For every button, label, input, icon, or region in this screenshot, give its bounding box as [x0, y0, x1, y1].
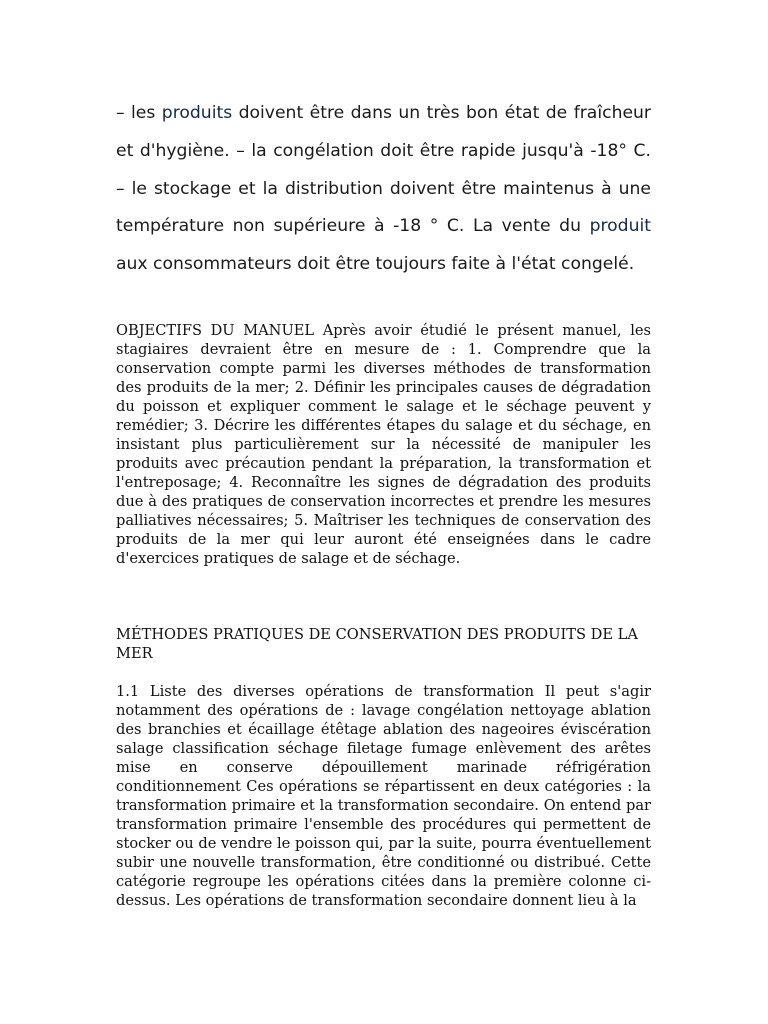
- intro-text-1: – les: [116, 103, 162, 123]
- intro-text-2: doivent être dans un très bon état de fraîcheur et d'hygiène. – la congélation doit être rapide jusqu'à -18° C. – le stockage et la distribution doivent être maintenus à une température non supérieure à -18 ° C. La vente du: [116, 103, 651, 237]
- methods-paragraph: 1.1 Liste des diverses opérations de transformation Il peut s'agir notamment des opérations de : lavage congélation nettoyage ablation des branchies et écaillage étêtage ablation des nageoires éviscération salage classification séchage filetage fumage enlèvement des arêtes mise en conserve dépouillement marinade réfrigération conditionnement Ces opérations se répartissent en deux catégories : la transformation primaire et la transformation secondaire. On entend par transformation primaire l'ensemble des procédures qui permettent de stocker ou de vendre le poisson qui, par la suite, pourra éventuellement subir une nouvelle transformation, être conditionné ou distribué. Cette catégorie regroupe les opérations citées dans la première colonne ci-dessus. Les opérations de transformation secondaire donnent lieu à la: [116, 683, 651, 909]
- intro-paragraph: [116, 95, 651, 284]
- objectives-paragraph: OBJECTIFS DU MANUEL Après avoir étudié le présent manuel, les stagiaires devraient être en mesure de : 1. Comprendre que la conservation compte parmi les diverses méthodes de transformation des produits de la mer; 2. Définir les principales causes de dégradation du poisson et expliquer comment le salage et le séchage peuvent y remédier; 3. Décrire les différentes étapes du salage et du séchage, en insistant plus particulièrement sur la nécessité de manipuler les produits avec précaution pendant la préparation, la transformation et l'entreposage; 4. Reconnaître les signes de dégradation des produits due à des pratiques de conservation incorrectes et prendre les mesures palliatives nécessaires; 5. Maîtriser les techniques de conservation des produits de la mer qui leur auront été enseignées dans le cadre d'exercices pratiques de salage et de séchage.: [116, 322, 651, 567]
- methods-heading: MÉTHODES PRATIQUES DE CONSERVATION DES PRODUITS DE LA MER: [116, 626, 638, 662]
- keyword-link-produit[interactable]: produit: [589, 216, 651, 237]
- intro-text-3: aux consommateurs doit être toujours faite à l'état congelé.: [116, 254, 635, 275]
- keyword-link-produits[interactable]: produits: [161, 103, 233, 123]
